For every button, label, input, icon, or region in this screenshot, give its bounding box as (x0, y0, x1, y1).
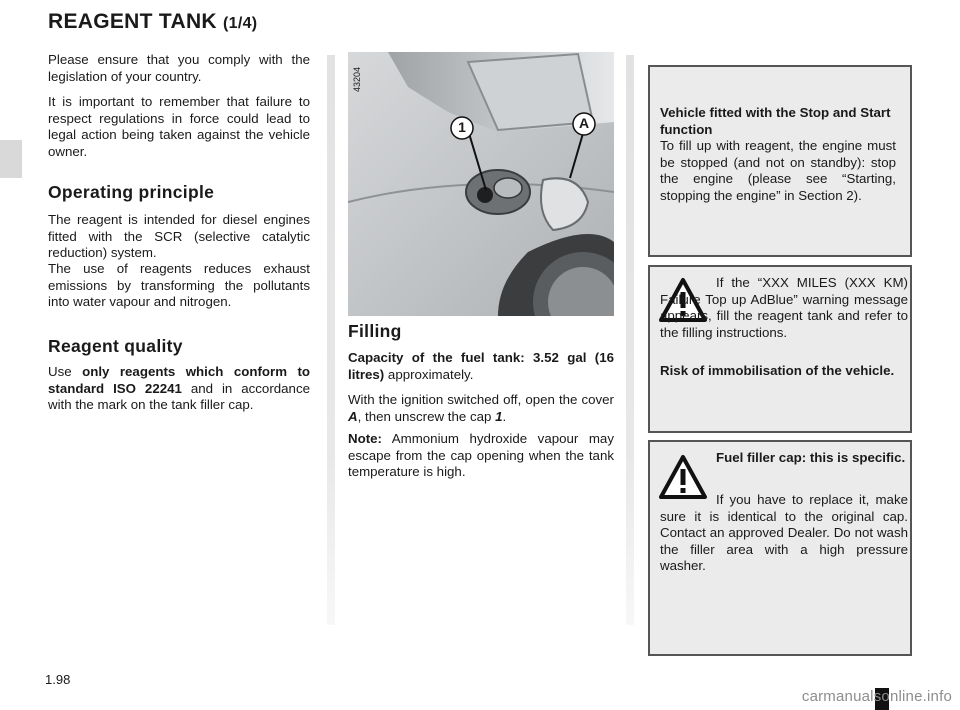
reagent-filler-photo (348, 52, 614, 316)
note-label: Note: (348, 431, 382, 446)
filler-cap-warning-box (648, 440, 912, 656)
note-paragraph (348, 431, 614, 481)
cover-a-ref: A (348, 408, 358, 424)
filling-step-mid: , then unscrew the cap (357, 408, 492, 424)
reagent-quality-standard: only reagents which conform to standard ISO 22241 (48, 364, 310, 396)
filling-instruction (348, 392, 614, 425)
cap-1-ref: 1 (495, 408, 503, 424)
operating-principle-text: The reagent is intended for diesel engines fitted with the SCR (selective catalytic reduction) system. (48, 212, 310, 260)
filling-heading: Filling (348, 321, 402, 341)
page-title-text: REAGENT TANK (48, 10, 217, 33)
watermark: carmanualsonline.info (801, 688, 952, 705)
column-divider (626, 55, 634, 625)
reagent-quality-heading: Reagent quality (48, 336, 183, 356)
operating-principle-heading: Operating principle (48, 182, 215, 202)
filling-step-end: . (502, 408, 507, 424)
section-tab-marker (0, 140, 22, 178)
reagent-quality-post: and in accordance with the mark on the tank filler cap. (48, 380, 310, 412)
filler-cap-specific: Fuel filler cap: this is specific. (716, 450, 906, 465)
intro-paragraph-1: Please ensure that you comply with the legislation of your country. (48, 52, 310, 84)
page-title (48, 10, 257, 34)
reagent-quality-pre: Use (48, 364, 72, 379)
stop-start-info-box (648, 65, 912, 257)
filler-cap-text: If you have to replace it, make sure it is identical to the original cap. Contact an approved Dealer. Do not wash the filler area with a high pressure washer. (660, 492, 908, 573)
note-text: Ammonium hydroxide vapour may escape from the cap opening when the tank temperature is high. (348, 431, 614, 479)
stop-start-heading: Vehicle fitted with the Stop and Start function (660, 105, 891, 137)
fuel-capacity-value: Capacity of the fuel tank: 3.52 gal (16 litres) (348, 350, 614, 382)
fuel-capacity-post: approximately. (387, 366, 474, 382)
immobilisation-warning: Risk of immobilisation of the vehicle. (660, 363, 895, 378)
filling-step-pre: With the ignition switched off, open the cover (348, 392, 614, 407)
callout-1-label: 1 (458, 119, 466, 135)
figure-reference-number: 43204 (352, 66, 362, 92)
intro-paragraph-2: It is important to remember that failure to respect regulations in force could lead to legal action being taken against the vehicle owner. (48, 94, 310, 159)
stop-start-text: To fill up with reagent, the engine must be stopped (and not on standby): stop the engine (please see “Starting, stopping the engine” in Section 2). (660, 138, 896, 203)
reagent-quality-text (48, 364, 310, 414)
adblue-warning-box (648, 265, 912, 433)
operating-principle-text-2: The use of reagents reduces exhaust emissions by transforming the pollutants into water vapour and nitrogen. (48, 261, 310, 309)
fuel-capacity-text (348, 350, 614, 383)
page-number: 1.98 (45, 672, 71, 687)
adblue-warning-text: If the “XXX MILES (XXX KM) Failure Top up AdBlue” warning message appears, fill the reagent tank and refer to the filling instructions. (660, 275, 908, 340)
page-title-suffix: (1/4) (223, 15, 258, 32)
callout-a-label: A (578, 115, 590, 131)
column-divider (327, 55, 335, 625)
